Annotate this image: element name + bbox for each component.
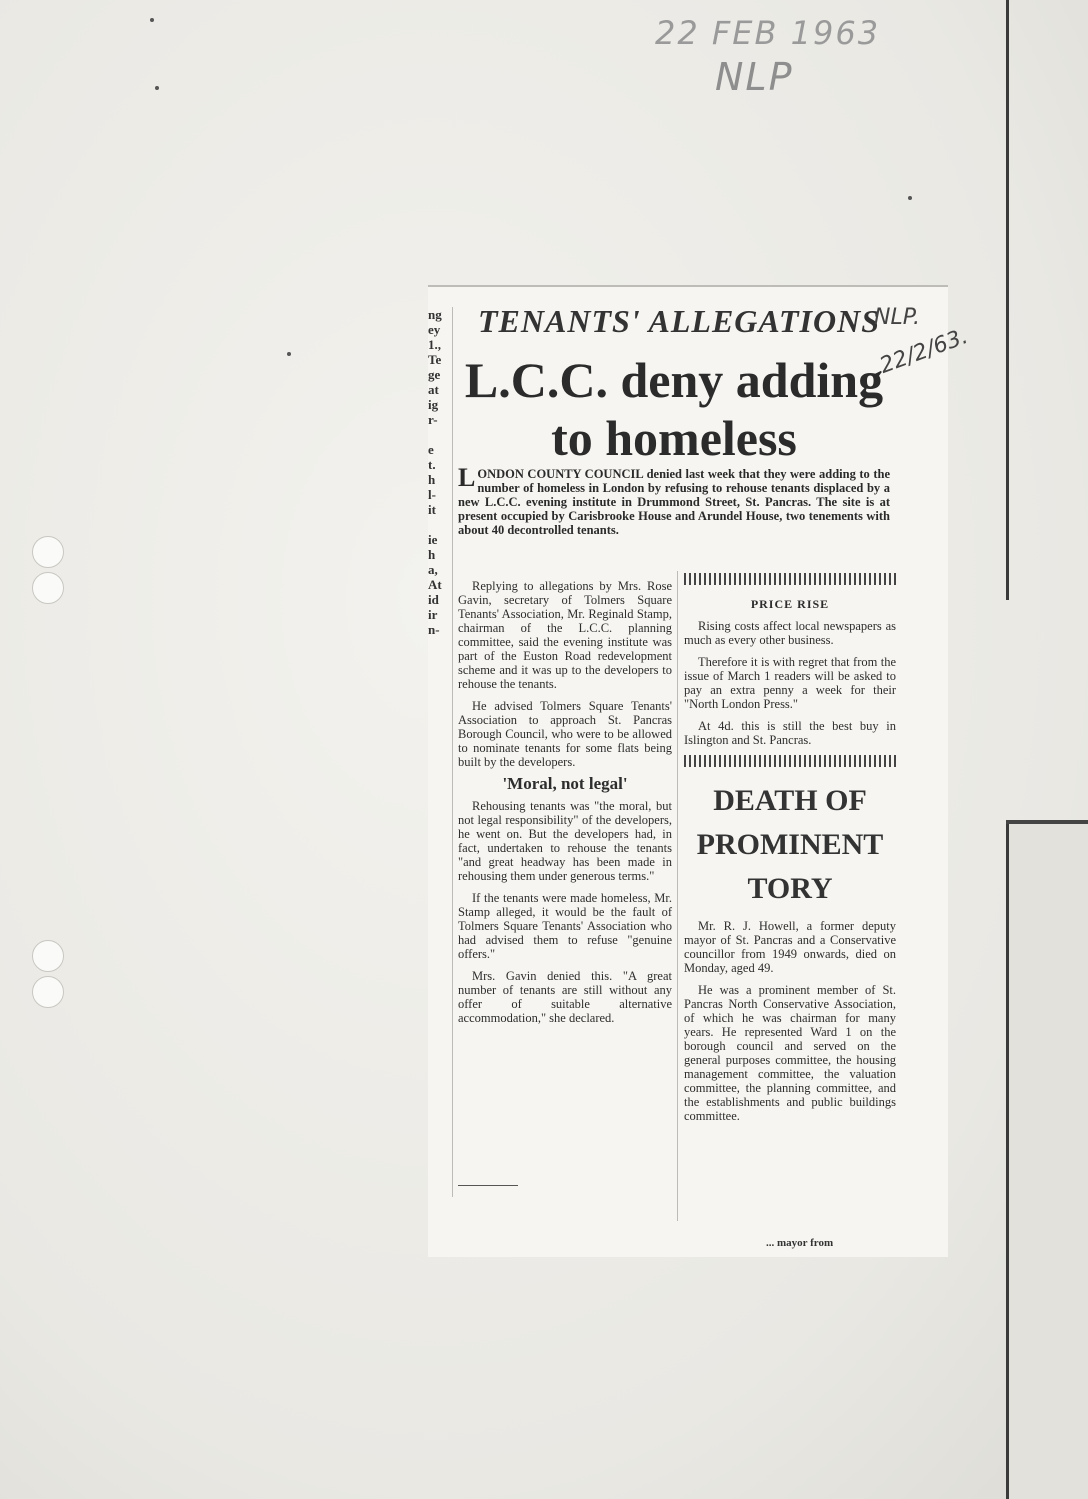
obituary-paragraph: He was a prominent member of St. Pancras North Conservative Association, of which he was chairman for many years. He represented Ward 1 on the borough council and served on the general purposes committee, the housing management committee, the valuation committee, the planning committee, and the establishments and public buildings committee.	[684, 983, 896, 1123]
fragment-line: h	[428, 472, 436, 487]
fragment-line: at	[428, 382, 439, 397]
article-subhead: 'Moral, not legal'	[502, 774, 628, 793]
clip-initials-note: NLP.	[874, 305, 920, 330]
fragment-line: ie	[428, 532, 438, 547]
speck	[287, 352, 291, 356]
archive-date-note: 22 FEB 1963	[655, 14, 881, 52]
notice-paragraph: At 4d. this is still the best buy in Islington and St. Pancras.	[684, 719, 896, 747]
fragment-line: l-	[428, 487, 436, 502]
speck	[908, 196, 912, 200]
fragment-line: ir	[428, 607, 438, 622]
punch-hole	[32, 976, 64, 1008]
newspaper-clipping	[428, 285, 972, 1257]
hatch-divider	[684, 755, 896, 767]
fragment-line: h	[428, 547, 436, 562]
clip-date-note: 22/2/63.	[876, 324, 972, 379]
article-paragraph: Replying to allegations by Mrs. Rose Gavin, secretary of Tolmers Square Tenants' Association, Mr. Reginald Stamp, chairman of the L.C.C. planning committee, said the evening institute was part of the Euston Road redevelopment scheme and it was up to the developers to rehouse the tenants.	[458, 579, 672, 691]
notice-paragraph: Therefore it is with regret that from the issue of March 1 readers will be asked to pay an extra penny a week for their "North London Press."	[684, 655, 896, 711]
fragment-line: e	[428, 442, 434, 457]
article-paragraph: Rehousing tenants was "the moral, but not legal responsibility" of the developers, he went on. But the developers had, in fact, undertaken to rehouse the tenants "and great headway has been made in rehousing them under generous terms."	[458, 799, 672, 883]
column-rule	[677, 571, 678, 1221]
punch-hole	[32, 940, 64, 972]
right-column	[684, 571, 896, 1131]
fragment-line: ey	[428, 322, 441, 337]
article-headline: L.C.C. deny adding to homeless	[464, 352, 884, 466]
obituary-headline: DEATH OF PROMINENT TORY	[696, 784, 884, 905]
fragment-line: t.	[428, 457, 436, 472]
archive-initials-note: NLP	[715, 55, 794, 99]
article-body-column	[458, 579, 672, 1033]
article-paragraph: If the tenants were made homeless, Mr. Stamp alleged, it would be the fault of Tolmers Square Tenants' Association who had advised them to refuse "genuine offers."	[458, 891, 672, 961]
notice-paragraph: Rising costs affect local newspapers as much as every other business.	[684, 619, 896, 647]
obituary-continuation: ... mayor from	[766, 1237, 834, 1249]
fragment-line: Te	[428, 352, 442, 367]
fragment-line: it	[428, 502, 436, 517]
fragment-line: ng	[428, 307, 442, 322]
fragment-line: a,	[428, 562, 438, 577]
article-paragraph: Mrs. Gavin denied this. "A great number of tenants are still without any offer of suitable alternative accommodation," she declared.	[458, 969, 672, 1025]
article-end-rule	[458, 1185, 518, 1186]
punch-hole	[32, 536, 64, 568]
lead-text: ONDON COUNTY COUNCIL denied last week that they were adding to the number of homeless in London by refusing to rehouse tenants displaced by a new L.C.C. evening institute in Drummond Street, St. Pancras. The site is at present occupied by Carisbrooke House and Arundel House, two tenements with about 40 decontrolled tenants.	[458, 467, 890, 537]
fragment-line: ge	[428, 367, 441, 382]
fragment-line: id	[428, 592, 439, 607]
sheet-edge-lower	[1006, 820, 1088, 1499]
sheet-edge	[1006, 0, 1009, 600]
fragment-line: At	[428, 577, 442, 592]
article-lead	[458, 463, 890, 537]
fragment-line: n-	[428, 622, 440, 637]
speck	[155, 86, 159, 90]
notice-heading: PRICE RISE	[750, 597, 830, 611]
hatch-divider	[684, 573, 896, 585]
article-paragraph: He advised Tolmers Square Tenants' Association to approach St. Pancras Borough Council, who were to be allowed to nominate tenants for some flats being built by the developers.	[458, 699, 672, 769]
obituary-paragraph: Mr. R. J. Howell, a former deputy mayor of St. Pancras and a Conservative councillor from 1949 onwards, died on Monday, aged 49.	[684, 919, 896, 975]
fragment-line: r-	[428, 412, 438, 427]
fragment-line: ig	[428, 397, 439, 412]
punch-hole	[32, 572, 64, 604]
fragment-line: 1.,	[428, 337, 441, 352]
drop-cap: L	[458, 463, 476, 492]
article-kicker: TENANTS' ALLEGATIONS	[478, 303, 880, 339]
speck	[150, 18, 154, 22]
